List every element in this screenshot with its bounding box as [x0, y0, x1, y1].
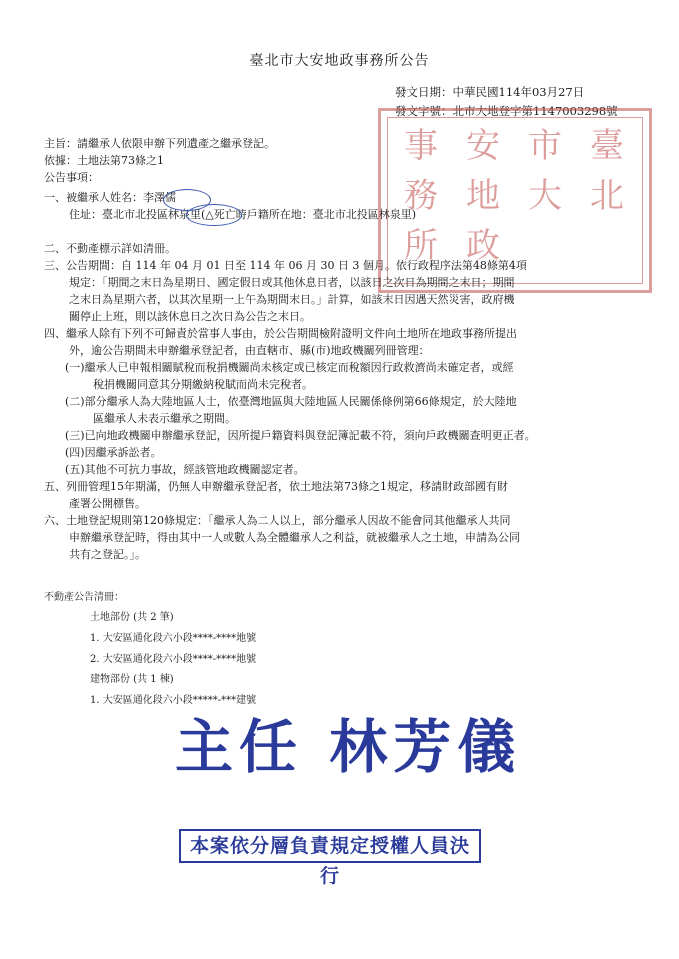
handwritten-circle-address — [186, 204, 242, 226]
item-4-sub-2-line-1: (二)部分繼承人為大陸地區人士，依臺灣地區與大陸地區人民關係條例第66條規定，於大陸地 — [65, 395, 517, 408]
item-4-line-1: 四、繼承人除有下列不可歸責於當事人事由，於公告期間檢附證明文件向土地所在地政事務所提出 — [44, 327, 517, 340]
item-2: 二、不動產標示詳如清冊。 — [44, 242, 176, 255]
issue-number: 發文字號：北市大地登字第1147003298號 — [395, 104, 618, 118]
item-3-line-3: 之末日為星期六者，以其次星期一上午為期間末日。」計算，如該末日因遇天然災害，政府機 — [69, 293, 515, 306]
item-4-sub-1-line-1: (一)繼承人已申報相關賦稅而稅捐機關尚未核定或已核定而稅額因行政救濟尚未確定者，或經 — [65, 361, 514, 374]
issue-date: 發文日期：中華民國114年03月27日 — [395, 85, 585, 99]
item-6-line-3: 共有之登記。」。 — [69, 548, 146, 561]
director-signature: 主任 林芳儀 — [175, 713, 522, 781]
notice-heading: 公告事項： — [44, 171, 99, 184]
item-3-line-4: 關停止上班，則以該休息日之次日為公告之末日。 — [69, 310, 311, 323]
item-6-line-1: 六、土地登記規則第120條規定：「繼承人為二人以上，部分繼承人因故不能會同其他繼承人共同 — [44, 514, 511, 527]
deceased-name: 一、被繼承人姓名：李澤儒 — [44, 191, 176, 204]
list-heading: 不動產公告清冊： — [44, 592, 124, 603]
item-4-sub-3: (三)已向地政機關申辦繼承登記，因所提戶籍資料與登記簿記載不符，須向戶政機關查明更正者。 — [65, 429, 536, 442]
item-4-sub-2-line-2: 區繼承人未表示繼承之期間。 — [93, 412, 236, 425]
building-item-1: 1. 大安區通化段六小段*****-***建號 — [90, 695, 257, 706]
building-heading: 建物部份 (共 1 棟) — [90, 674, 174, 685]
subject-line: 主旨：請繼承人依限申辦下列遺產之繼承登記。 — [44, 137, 275, 150]
official-seal: 事 務 所 安 地 政 市 大 臺 北 — [378, 108, 652, 293]
item-3-line-2: 規定：「期間之末日為星期日、國定假日或其他休息日者，以該日之次日為期間之末日；期間 — [69, 276, 515, 289]
document-title: 臺北市大安地政事務所公告 — [249, 53, 430, 69]
authorization-stamp: 本案依分層負責規定授權人員決行 — [179, 829, 481, 863]
item-5-line-1: 五、列冊管理15年期滿，仍無人申辦繼承登記者，依土地法第73條之1規定，移請財政部國有財 — [44, 480, 508, 493]
item-4-sub-4: (四)因繼承訴訟者。 — [65, 446, 162, 459]
item-5-line-2: 產署公開標售。 — [69, 497, 146, 510]
item-6-line-2: 申辦繼承登記時，得由其中一人或數人為全體繼承人之利益，就被繼承人之土地，申請為公同 — [69, 531, 520, 544]
deceased-address: 住址：臺北市北投區林泉里(△死亡時戶籍所在地：臺北市北投區林泉里) — [69, 208, 417, 221]
item-4-sub-5: (五)其他不可抗力事故，經該管地政機關認定者。 — [65, 463, 305, 476]
land-heading: 土地部份 (共 2 筆) — [90, 612, 174, 623]
land-item-2: 2. 大安區通化段六小段****-****地號 — [90, 654, 257, 665]
item-3-line-1: 三、公告期間：自 114 年 04 月 01 日至 114 年 06 月 30 日 3 個月。依行政程序法第48條第4項 — [44, 259, 527, 272]
item-4-sub-1-line-2: 稅捐機關同意其分期繳納稅賦而尚未完稅者。 — [93, 378, 313, 391]
item-4-line-2: 外，逾公告期間未申辦繼承登記者，由直轄市、縣(市)地政機關列冊管理： — [69, 344, 430, 357]
basis-line: 依據：土地法第73條之1 — [44, 154, 164, 167]
land-item-1: 1. 大安區通化段六小段****-****地號 — [90, 633, 257, 644]
